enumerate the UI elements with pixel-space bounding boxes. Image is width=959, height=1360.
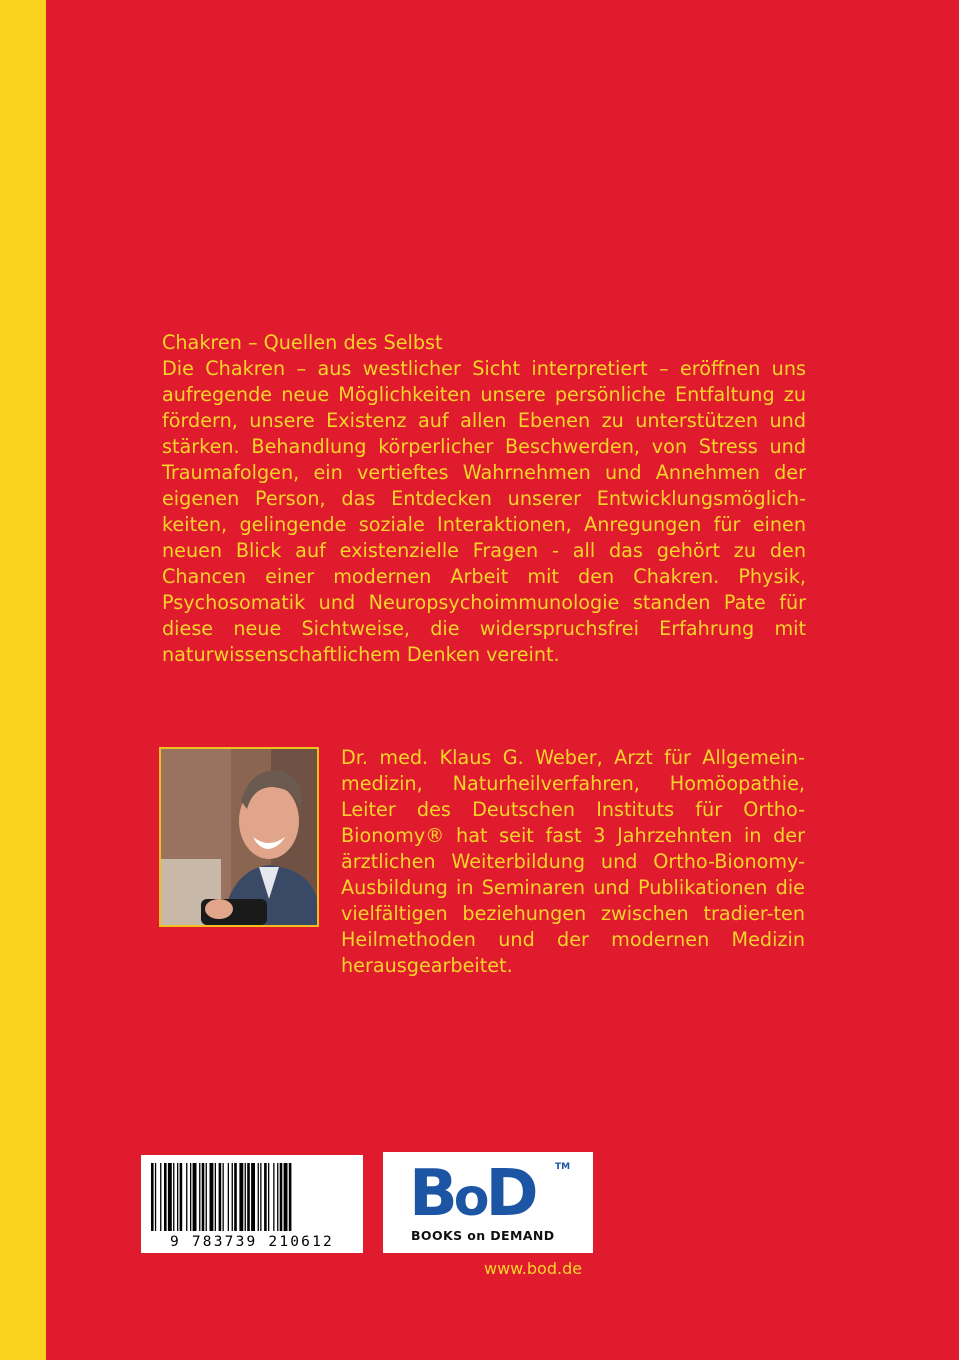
isbn-number: 9 783739 210612: [170, 1234, 334, 1250]
blurb-text: Die Chakren – aus westlicher Sicht interpretiert – eröffnen uns aufregende neue Möglichkeiten unsere persönliche Entfaltung zu fördern, unsere Existenz auf allen Ebenen zu unterstützen und stärken. Behandlung körperlicher Beschwerden, von Stress und Traumafolgen, ein vertieftes Wahrnehmen und Annehmen der eigenen Person, das Entdecken unserer Entwicklungsmöglich-keiten, gelingende soziale Interaktionen, Anregungen für einen neuen Blick auf existenzielle Fragen - all das gehört zu den Chancen einer modernen Arbeit mit den Chakren. Physik, Psychosomatik und Neuropsychoimmunologie standen Pate für diese neue Sichtweise, die widerspruchsfrei Erfahrung mit naturwissenschaftlichem Denken vereint.: [162, 357, 806, 666]
yellow-spine-stripe: [0, 0, 46, 1360]
author-bio: Dr. med. Klaus G. Weber, Arzt für Allgemein-medizin, Naturheilverfahren, Homöopathie, Leiter des Deutschen Instituts für Ortho-Bionomy® hat seit fast 3 Jahrzehnten in der ärztlichen Weiterbildung und Ortho-Bionomy-Ausbildung in Seminaren und Publikationen die vielfältigen beziehungen zwischen tradier-ten Heilmethoden und der modernen Medizin herausgearbeitet.: [341, 746, 805, 977]
isbn-barcode: [141, 1155, 363, 1253]
bod-letter-b: B: [409, 1157, 454, 1231]
author-photo: [159, 747, 319, 927]
blurb-title: Chakren – Quellen des Selbst: [162, 331, 443, 354]
bod-publisher-logo: [383, 1152, 593, 1253]
bod-wordmark: [409, 1158, 535, 1234]
bod-letter-o: o: [453, 1168, 486, 1228]
publisher-url: www.bod.de: [484, 1259, 583, 1278]
bod-tagline: BOOKS on DEMAND: [411, 1228, 555, 1243]
back-cover-blurb: [162, 330, 806, 668]
trademark-mark: TM: [555, 1162, 571, 1172]
barcode-bars: [149, 1163, 355, 1231]
bod-letter-d: D: [485, 1157, 535, 1231]
